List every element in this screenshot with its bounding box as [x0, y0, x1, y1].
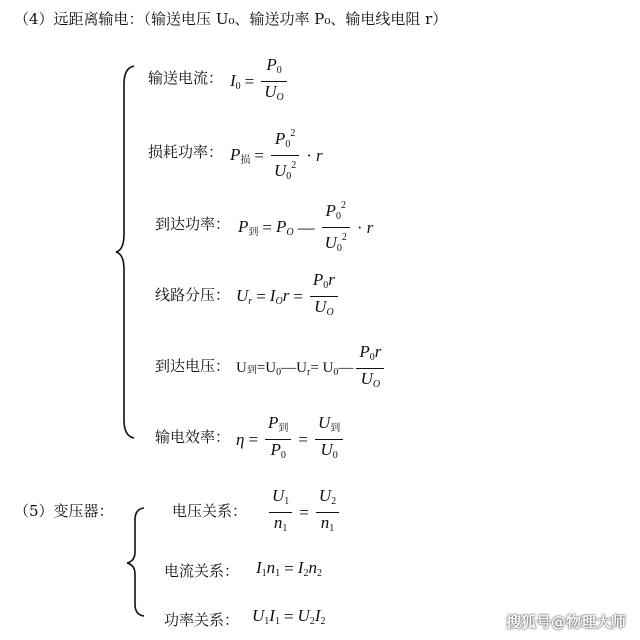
- eq-current-relation: $I_1n_1$ = $I_2n_2$: [256, 558, 322, 579]
- eq-arrival-power: P到 = $P_O$ — $\frac{P_0^2}{U_0^2}$ · r: [238, 200, 374, 254]
- item-power-loss-label: 损耗功率：: [148, 143, 224, 161]
- eq-efficiency: η = $\frac{\text{P到}}{P_0}$ = $\frac{\text{U到}}{U_0}$: [236, 413, 346, 466]
- eq-power-relation: $U_1I_1$ = $U_2I_2$: [252, 606, 326, 627]
- item-voltage-relation-label: 电压关系：: [172, 502, 248, 520]
- eq-power-loss: P损 = $\frac{P_0^2}{U_0^2}$ · r: [230, 128, 323, 182]
- brace-section-4: [112, 64, 140, 440]
- item-arrival-voltage-label: 到达电压：: [155, 357, 231, 375]
- eq-line-voltage-drop: $U_r$ = $I_Or$ = $\frac{P_0r}{U_O}$: [236, 270, 341, 323]
- item-arrival-power-label: 到达功率：: [155, 215, 231, 233]
- watermark: 搜狐号@物理大师: [505, 613, 626, 631]
- item-line-voltage-drop-label: 线路分压：: [155, 286, 231, 304]
- item-current-relation-label: 电流关系：: [164, 562, 240, 580]
- item-transmission-current-label: 输送电流：: [148, 69, 224, 87]
- section-4-heading: （4）远距离输电：（输送电压 U₀、输送功率 P₀、输电线电阻 r）: [14, 10, 448, 28]
- eq-arrival-voltage: U 到 $=U_0—U_r=$ $U_0—$ $\frac{P_0r}{U_O}$: [236, 342, 387, 395]
- eq-voltage-relation: $\frac{U_1}{n_1}$ = $\frac{U_2}{n_1}$: [266, 486, 342, 539]
- item-efficiency-label: 输电效率：: [155, 428, 231, 446]
- sub-sun: 损: [240, 155, 251, 166]
- item-power-relation-label: 功率关系：: [164, 611, 240, 629]
- eq-transmission-current: $I_0$ = $\frac{P_0}{U_O}$: [230, 55, 290, 108]
- brace-section-5: [124, 506, 148, 618]
- section-5-heading: （5）变压器：: [14, 502, 114, 520]
